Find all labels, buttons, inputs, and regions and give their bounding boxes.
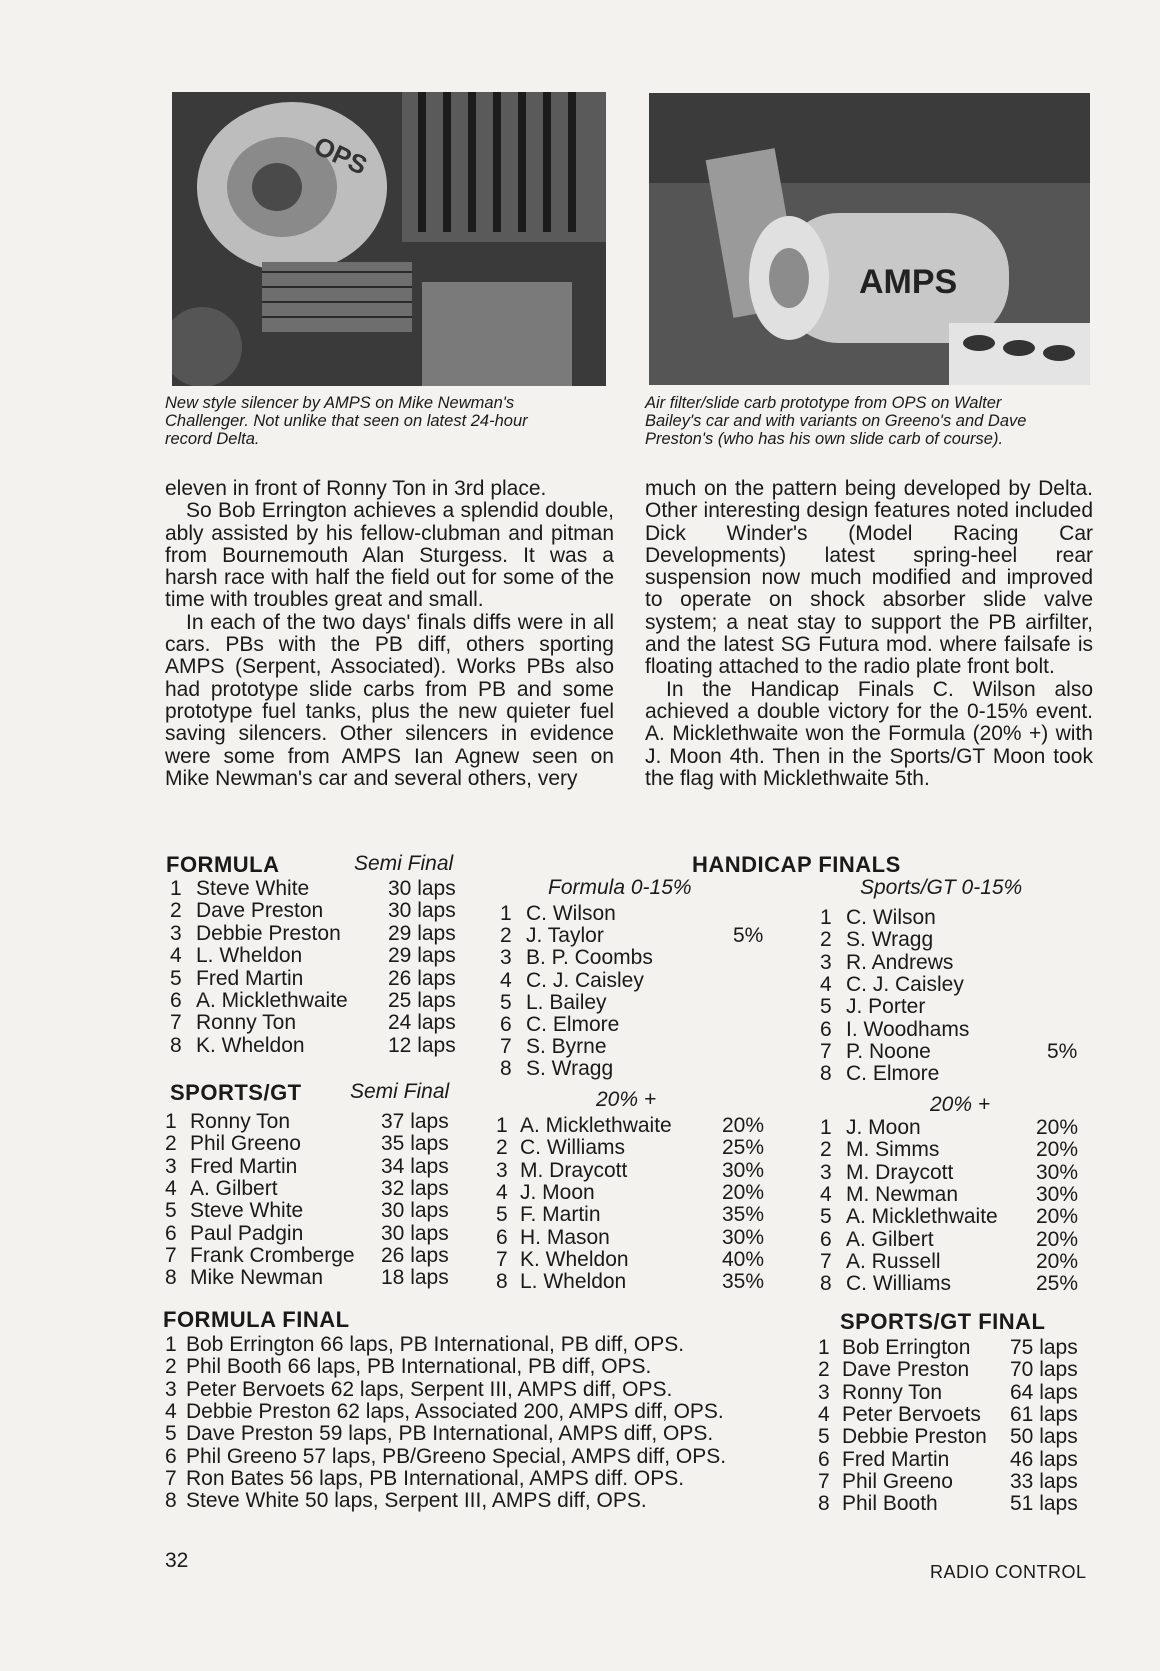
row-driver: M. Draycott [846, 1160, 954, 1184]
row-position: 3 [170, 921, 182, 945]
row-driver: Steve White [196, 877, 310, 900]
row-driver: Phil Greeno [190, 1132, 301, 1156]
row-driver: K. Wheldon [520, 1247, 629, 1271]
row-result: Bob Errington 66 laps, PB International, PB diff, OPS. [186, 1333, 685, 1356]
formula-semi-subtitle: Semi Final [354, 852, 454, 875]
row-result: Steve White 50 laps, Serpent III, AMPS diff, OPS. [186, 1489, 647, 1513]
row-driver: A. Micklethwaite [196, 989, 348, 1012]
row-position: 8 [165, 1489, 177, 1513]
row-position: 5 [496, 1203, 508, 1227]
row-driver: L. Wheldon [196, 944, 303, 968]
sports-semi-title: SPORTS/GT [170, 1080, 302, 1105]
caption-line: New style silencer by AMPS on Mike Newman's [165, 394, 515, 412]
row-handicap: 30% [722, 1225, 765, 1249]
row-laps: 34 laps [381, 1154, 449, 1178]
row-laps: 64 laps [1010, 1380, 1078, 1404]
row-driver: Frank Cromberge [190, 1243, 355, 1267]
row-driver: S. Wragg [846, 928, 934, 952]
body-paragraph: eleven in front of Ronny Ton in 3rd place. [165, 477, 547, 500]
row-laps: 33 laps [1010, 1469, 1078, 1493]
row-laps: 61 laps [1010, 1402, 1078, 1426]
row-position: 8 [820, 1062, 832, 1086]
row-position: 3 [820, 1160, 832, 1184]
row-handicap: 20% [1036, 1249, 1079, 1273]
row-driver: A. Micklethwaite [520, 1114, 672, 1137]
row-position: 5 [818, 1425, 830, 1449]
row-driver: B. P. Coombs [526, 946, 653, 970]
row-handicap: 20% [722, 1180, 765, 1204]
row-position: 8 [170, 1033, 182, 1057]
row-position: 7 [165, 1466, 177, 1490]
row-handicap: 20% [1036, 1116, 1079, 1139]
row-position: 3 [500, 946, 512, 970]
row-laps: 32 laps [381, 1176, 449, 1200]
row-position: 4 [496, 1180, 508, 1204]
row-driver: A. Russell [846, 1249, 941, 1273]
row-driver: M. Newman [846, 1182, 959, 1206]
row-position: 8 [818, 1492, 830, 1516]
caption-line: Air filter/slide carb prototype from OPS on Walter [645, 394, 1002, 412]
row-position: 5 [820, 1205, 832, 1229]
row-handicap: 20% [1036, 1205, 1079, 1229]
row-position: 5 [820, 995, 832, 1019]
row-position: 3 [496, 1158, 508, 1182]
caption-right [645, 394, 1105, 448]
row-driver: J. Moon [846, 1116, 921, 1139]
row-position: 7 [496, 1247, 508, 1271]
body-paragraph: In each of the two days' finals diffs were in all cars. PBs with the PB diff, others sporting AMPS (Serpent, Associated). Works PBs also had prototype slide carbs from PB and some prototype fuel tanks, plus the new quieter fuel saving silencers. Other silencers in evidence were some from AMPS Ian Agnew seen on Mike Newman's car and several others, very [165, 610, 614, 790]
row-position: 8 [165, 1266, 177, 1290]
body-column-right [645, 478, 1093, 790]
row-driver: C. J. Caisley [526, 968, 644, 992]
row-driver: Debbie Preston [196, 921, 341, 945]
row-position: 2 [500, 924, 512, 948]
row-laps: 75 laps [1010, 1336, 1078, 1359]
row-position: 6 [165, 1221, 177, 1245]
row-driver: H. Mason [520, 1225, 610, 1249]
row-position: 6 [818, 1447, 830, 1471]
row-driver: Bob Errington [842, 1336, 971, 1359]
row-laps: 37 laps [381, 1110, 449, 1133]
row-driver: Debbie Preston [842, 1425, 987, 1449]
row-driver: S. Wragg [526, 1057, 614, 1081]
row-position: 8 [496, 1270, 508, 1294]
caption-line: Challenger. Not unlike that seen on latest 24-hour [165, 412, 528, 430]
row-position: 6 [170, 989, 182, 1012]
row-laps: 30 laps [381, 1221, 449, 1245]
row-position: 2 [165, 1355, 177, 1379]
handicap-formula-015-subtitle: Formula 0-15% [548, 876, 692, 899]
row-position: 4 [170, 944, 182, 968]
row-driver: Ronny Ton [196, 1011, 297, 1035]
body-paragraph: much on the pattern being developed by Delta. Other interesting design features noted included Dick Winder's (Model Racing Car Developments) latest spring-heel rear suspension now much modified and improved to operate on shock absorber slide valve system; a neat stay to support the PB airfilter, and the latest SG Futura mod. where failsafe is floating attached to the radio plate front bolt. [645, 477, 1093, 679]
formula-semi-title: FORMULA [166, 852, 280, 877]
row-laps: 29 laps [388, 944, 456, 968]
row-position: 4 [820, 1182, 832, 1206]
row-position: 8 [820, 1272, 832, 1296]
caption-line: record Delta. [165, 430, 260, 448]
handicap-sports-20-subtitle: 20% + [930, 1093, 991, 1116]
body-paragraph: So Bob Errington achieves a splendid double, ably assisted by his fellow-clubman and pitman from Bournemouth Alan Sturgess. It was a harsh race with half the field out for some of the time with troubles great and small. [165, 499, 614, 612]
row-handicap: 30% [1036, 1182, 1079, 1206]
row-position: 3 [820, 950, 832, 974]
photo-silencer [172, 92, 606, 386]
row-position: 1 [165, 1333, 177, 1356]
row-position: 2 [820, 928, 832, 952]
row-laps: 46 laps [1010, 1447, 1078, 1471]
row-position: 2 [165, 1132, 177, 1156]
row-driver: K. Wheldon [196, 1033, 305, 1057]
body-column-left [165, 478, 614, 790]
row-driver: C. J. Caisley [846, 972, 964, 996]
row-laps: 51 laps [1010, 1492, 1078, 1516]
row-driver: J. Taylor [526, 924, 604, 948]
row-position: 2 [820, 1138, 832, 1162]
row-position: 2 [496, 1136, 508, 1160]
row-driver: C. Wilson [526, 902, 616, 925]
row-position: 7 [818, 1469, 830, 1493]
handicap-title: HANDICAP FINALS [692, 852, 901, 877]
row-driver: C. Wilson [846, 906, 936, 929]
row-driver: Mike Newman [190, 1266, 324, 1290]
row-handicap: 20% [1036, 1138, 1079, 1162]
row-position: 1 [820, 906, 832, 929]
row-result: Ron Bates 56 laps, PB International, AMPS diff. OPS. [186, 1466, 685, 1490]
row-position: 4 [818, 1402, 830, 1426]
row-position: 6 [165, 1444, 177, 1468]
row-position: 4 [820, 972, 832, 996]
row-laps: 30 laps [381, 1199, 449, 1223]
row-position: 2 [818, 1358, 830, 1382]
row-position: 4 [165, 1176, 177, 1200]
row-laps: 26 laps [381, 1243, 449, 1267]
row-handicap: 40% [722, 1247, 765, 1271]
row-position: 6 [500, 1013, 512, 1036]
handicap-formula-20-subtitle: 20% + [596, 1088, 657, 1111]
row-driver: Phil Greeno [842, 1469, 953, 1493]
row-driver: Dave Preston [842, 1358, 970, 1382]
row-handicap: 25% [722, 1136, 765, 1160]
row-position: 2 [170, 899, 182, 923]
row-handicap: 20% [722, 1114, 765, 1137]
row-position: 3 [165, 1154, 177, 1178]
row-result: Debbie Preston 62 laps, Associated 200, AMPS diff, OPS. [186, 1399, 724, 1423]
row-position: 6 [820, 1017, 832, 1041]
row-position: 5 [170, 966, 182, 990]
row-laps: 70 laps [1010, 1358, 1078, 1382]
row-driver: L. Bailey [526, 990, 607, 1014]
row-handicap: 35% [722, 1203, 765, 1227]
row-handicap: 5% [1047, 1039, 1078, 1063]
body-paragraph: In the Handicap Finals C. Wilson also achieved a double victory for the 0-15% event. A. Micklethwaite won the Formula (20% +) with J. Moon 4th. Then in the Sports/GT Moon took the flag with Micklethwaite 5th. [645, 677, 1093, 790]
caption-line: Bailey's car and with variants on Greeno's and Dave [645, 412, 1027, 430]
row-position: 3 [165, 1377, 177, 1401]
sports-final-title: SPORTS/GT FINAL [840, 1309, 1046, 1334]
row-driver: C. Elmore [526, 1013, 620, 1036]
row-driver: A. Gilbert [846, 1227, 934, 1251]
row-driver: Phil Booth [842, 1492, 938, 1516]
row-position: 6 [496, 1225, 508, 1249]
row-laps: 29 laps [388, 921, 456, 945]
row-driver: Fred Martin [190, 1154, 298, 1178]
row-position: 1 [170, 877, 182, 900]
row-driver: Peter Bervoets [842, 1402, 981, 1426]
row-laps: 30 laps [388, 877, 456, 900]
row-position: 7 [170, 1011, 182, 1035]
row-position: 5 [500, 990, 512, 1014]
row-position: 1 [165, 1110, 177, 1133]
row-laps: 12 laps [388, 1033, 456, 1057]
page-number: 32 [165, 1549, 189, 1572]
row-laps: 26 laps [388, 966, 456, 990]
photo-label-amps: AMPS [859, 263, 958, 301]
row-laps: 24 laps [388, 1011, 456, 1035]
row-laps: 25 laps [388, 989, 456, 1012]
row-handicap: 5% [733, 924, 764, 948]
row-position: 5 [165, 1422, 177, 1446]
row-driver: S. Byrne [526, 1035, 607, 1059]
row-handicap: 20% [1036, 1227, 1079, 1251]
row-position: 1 [820, 1116, 832, 1139]
row-position: 8 [500, 1057, 512, 1081]
formula-final-title: FORMULA FINAL [163, 1307, 350, 1332]
row-laps: 50 laps [1010, 1425, 1078, 1449]
row-result: Phil Greeno 57 laps, PB/Greeno Special, AMPS diff, OPS. [186, 1444, 727, 1468]
row-result: Phil Booth 66 laps, PB International, PB diff, OPS. [186, 1355, 652, 1379]
row-position: 1 [818, 1336, 830, 1359]
row-driver: Fred Martin [842, 1447, 950, 1471]
photo-air-filter [649, 93, 1090, 385]
row-driver: Ronny Ton [190, 1110, 291, 1133]
row-driver: J. Porter [846, 995, 926, 1019]
row-position: 4 [165, 1399, 177, 1423]
row-laps: 30 laps [388, 899, 456, 923]
row-driver: C. Elmore [846, 1062, 940, 1086]
row-result: Dave Preston 59 laps, PB International, AMPS diff, OPS. [186, 1422, 714, 1446]
row-laps: 35 laps [381, 1132, 449, 1156]
row-driver: A. Micklethwaite [846, 1205, 998, 1229]
row-result: Peter Bervoets 62 laps, Serpent III, AMPS diff, OPS. [186, 1377, 673, 1401]
row-position: 1 [500, 902, 512, 925]
row-driver: C. Williams [846, 1272, 951, 1296]
sports-semi-subtitle: Semi Final [350, 1080, 450, 1103]
row-driver: M. Simms [846, 1138, 940, 1162]
row-position: 7 [165, 1243, 177, 1267]
magazine-name: RADIO CONTROL [930, 1562, 1087, 1582]
row-driver: F. Martin [520, 1203, 601, 1227]
row-driver: P. Noone [846, 1039, 931, 1063]
row-position: 4 [500, 968, 512, 992]
row-position: 7 [500, 1035, 512, 1059]
row-laps: 18 laps [381, 1266, 449, 1290]
row-position: 6 [820, 1227, 832, 1251]
row-driver: M. Draycott [520, 1158, 628, 1182]
row-position: 1 [496, 1114, 508, 1137]
row-position: 5 [165, 1199, 177, 1223]
row-handicap: 30% [722, 1158, 765, 1182]
row-driver: A. Gilbert [190, 1176, 278, 1200]
row-driver: R. Andrews [846, 950, 954, 974]
row-position: 3 [818, 1380, 830, 1404]
caption-left [165, 394, 615, 448]
row-driver: Fred Martin [196, 966, 304, 990]
caption-line: Preston's (who has his own slide carb of course). [645, 430, 1004, 448]
row-handicap: 25% [1036, 1272, 1079, 1296]
row-handicap: 30% [1036, 1160, 1079, 1184]
row-driver: Paul Padgin [190, 1221, 304, 1245]
row-position: 7 [820, 1249, 832, 1273]
row-driver: I. Woodhams [846, 1017, 970, 1041]
row-driver: Dave Preston [196, 899, 324, 923]
row-driver: C. Williams [520, 1136, 625, 1160]
row-driver: L. Wheldon [520, 1270, 627, 1294]
row-handicap: 35% [722, 1270, 765, 1294]
handicap-sports-015-subtitle: Sports/GT 0-15% [860, 876, 1023, 899]
photo-label-ops: OPS [309, 130, 372, 181]
row-driver: Steve White [190, 1199, 304, 1223]
row-driver: J. Moon [520, 1180, 595, 1204]
row-position: 7 [820, 1039, 832, 1063]
row-driver: Ronny Ton [842, 1380, 943, 1404]
